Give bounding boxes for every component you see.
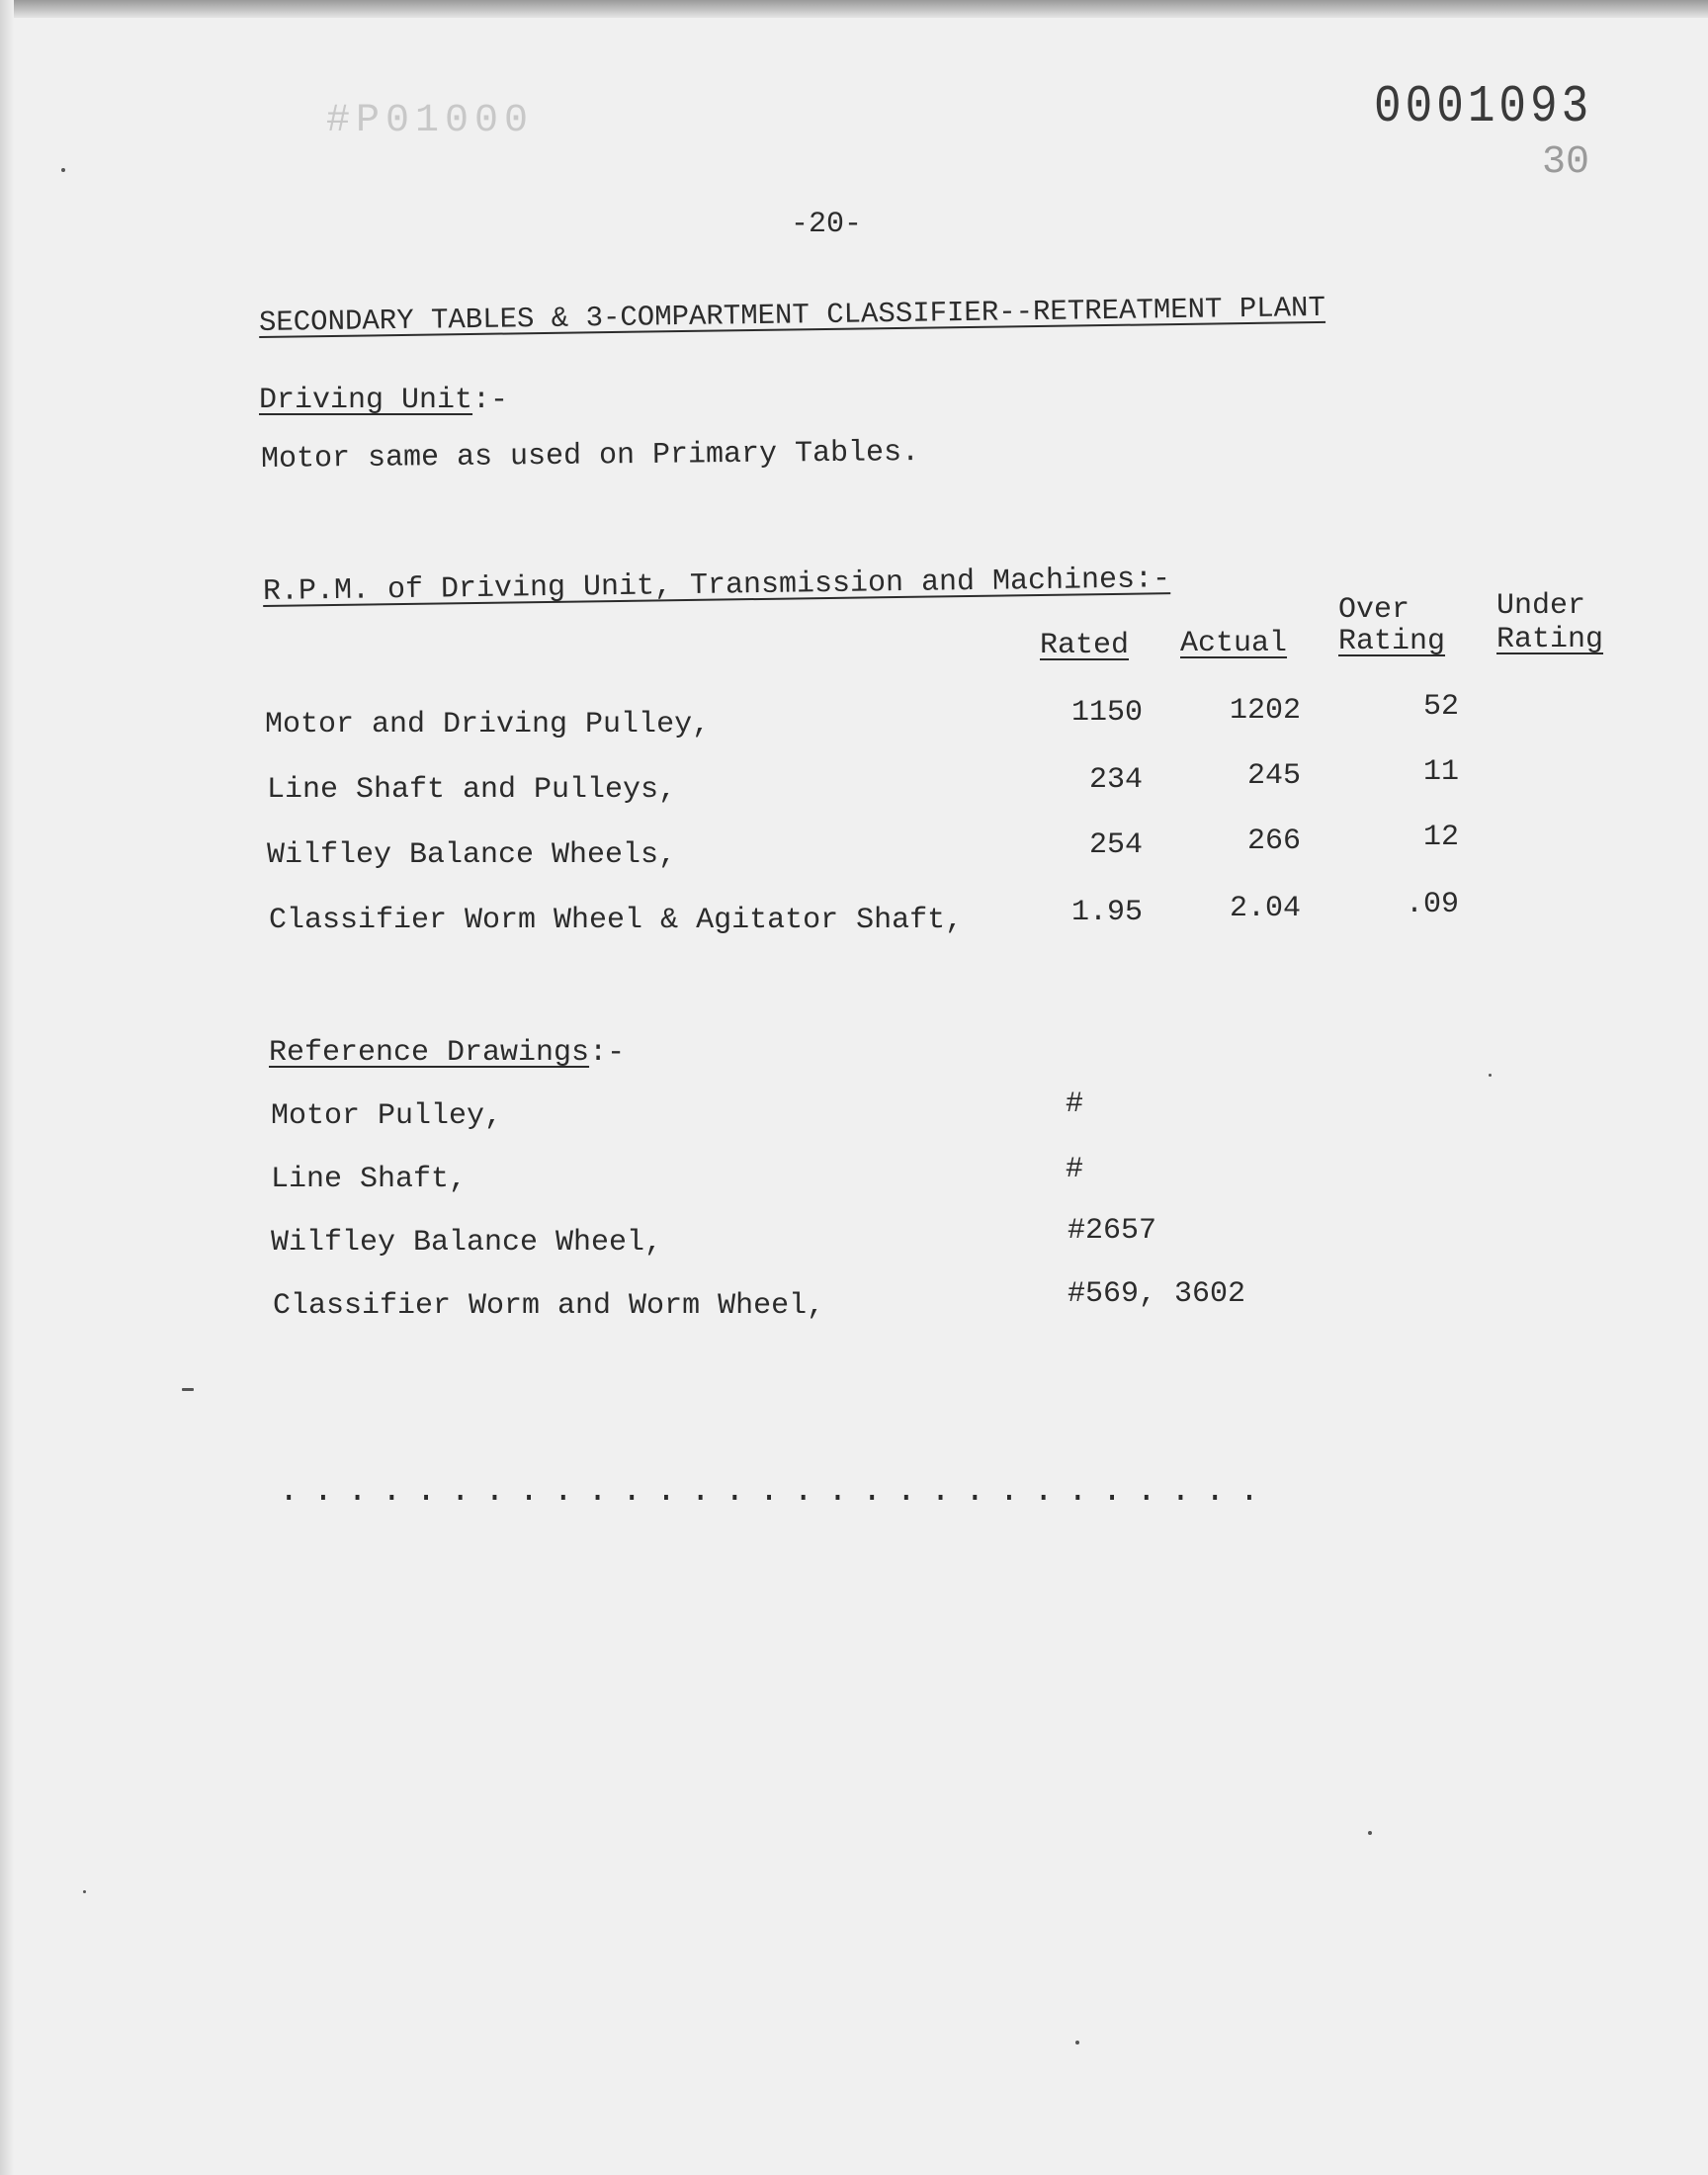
scan-top-edge <box>0 0 1708 18</box>
column-header-rated: Rated <box>1040 629 1130 662</box>
rpm-row-rated: 1.95 <box>1070 896 1143 929</box>
rpm-row-over: 52 <box>1422 690 1459 724</box>
rpm-row-label: Line Shaft and Pulleys, <box>267 773 677 807</box>
scan-speck <box>1489 1074 1492 1077</box>
rpm-row-actual: 266 <box>1246 825 1301 858</box>
column-header-actual: Actual <box>1180 627 1288 660</box>
scan-speck <box>182 1388 194 1391</box>
scan-speck <box>1368 1831 1372 1835</box>
reference-item-label: Wilfley Balance Wheel, <box>271 1226 663 1260</box>
rpm-row-actual: 245 <box>1246 759 1301 793</box>
scan-left-edge <box>0 0 14 2175</box>
reference-item-label: Line Shaft, <box>271 1163 468 1196</box>
driving-unit-heading-suffix: :- <box>472 384 509 417</box>
scan-speck <box>61 168 65 172</box>
rpm-row-label: Classifier Worm Wheel & Agitator Shaft, <box>269 904 964 937</box>
rpm-section-heading: R.P.M. of Driving Unit, Transmission and Machines:- <box>262 563 1171 609</box>
column-header-over-bottom: Rating <box>1338 625 1446 658</box>
rpm-row-label: Motor and Driving Pulley, <box>265 708 711 741</box>
driving-unit-heading-text: Driving Unit <box>259 384 473 417</box>
reference-item-number: #2657 <box>1068 1214 1157 1248</box>
reference-drawings-heading-suffix: :- <box>589 1036 626 1070</box>
rpm-row-actual: 2.04 <box>1229 892 1301 925</box>
driving-unit-heading <box>259 384 508 417</box>
reference-drawings-heading-text: Reference Drawings <box>269 1036 590 1070</box>
rpm-row-over: 12 <box>1422 821 1459 854</box>
document-number-stamp: 0001093 <box>1374 77 1593 136</box>
driving-unit-text: Motor same as used on Primary Tables. <box>260 436 920 477</box>
reference-drawings-heading <box>269 1036 625 1070</box>
column-header-under-bottom: Rating <box>1496 623 1604 656</box>
rpm-row-rated: 254 <box>1088 828 1143 862</box>
rpm-row-rated: 234 <box>1088 763 1143 797</box>
column-header-over-top: Over <box>1338 593 1410 627</box>
scan-speck <box>1075 2041 1079 2044</box>
rpm-row-over: .09 <box>1405 888 1459 921</box>
reference-item-label: Classifier Worm and Worm Wheel, <box>273 1289 825 1323</box>
page-title: SECONDARY TABLES & 3-COMPARTMENT CLASSIFIER--RETREATMENT PLANT <box>258 291 1326 339</box>
faint-stamp-number: #P01000 <box>326 99 535 143</box>
rpm-row-label: Wilfley Balance Wheels, <box>267 838 677 872</box>
reference-item-number: # <box>1066 1088 1084 1121</box>
rpm-row-rated: 1150 <box>1070 696 1143 730</box>
column-header-under-top: Under <box>1496 589 1586 623</box>
rpm-row-actual: 1202 <box>1229 694 1301 728</box>
reference-item-label: Motor Pulley, <box>271 1099 503 1133</box>
reference-item-number: #569, 3602 <box>1068 1277 1246 1311</box>
reference-item-number: # <box>1066 1153 1084 1186</box>
scan-speck <box>83 1890 86 1893</box>
rpm-row-over: 11 <box>1422 755 1459 789</box>
corner-mark: 30 <box>1542 140 1590 185</box>
page-number: -20- <box>791 208 863 241</box>
dotted-end-rule: ............................. <box>279 1473 1274 1511</box>
